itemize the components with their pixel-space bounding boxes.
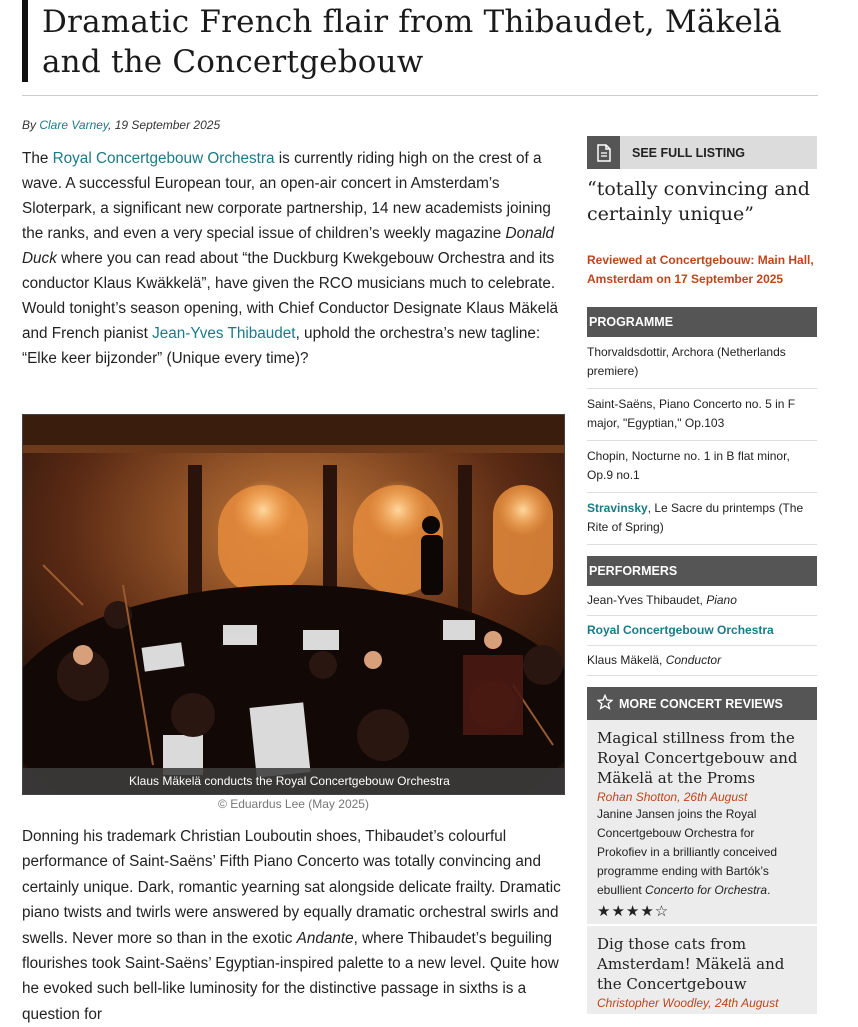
work-title: Concerto for Orchestra [645,883,768,897]
programme-list [587,337,817,545]
movement-title: Andante [296,929,354,947]
concert-photo [22,414,565,795]
performer-role: Conductor [665,653,722,667]
photo-credit: © Eduardus Lee (May 2025) [218,797,369,811]
intro-paragraph [22,146,562,371]
programme-item [587,337,817,389]
reviewed-at: Reviewed at Concertgebouw: Main Hall, Amsterdam on 17 September 2025 [587,253,814,286]
star-rating: ★★★★☆ [597,903,670,920]
performer-name: Jean-Yves Thibaudet, [587,593,707,607]
performer-name: Klaus Mäkelä, [587,653,666,667]
review-card[interactable] [587,926,817,1016]
byline-date: , 19 September 2025 [108,118,221,132]
performer-item [587,646,817,676]
document-icon [587,136,620,169]
programme-item [587,389,817,441]
review-title[interactable]: Dig those cats from Amsterdam! Mäkelä and the Concertgebouw [597,935,785,993]
programme-item-text: , Le Sacre du printemps (The Rite of Spring) [587,501,804,534]
review-title[interactable]: Magical stillness from the Royal Concertgebouw and Mäkelä at the Proms [597,729,798,787]
title-divider [22,95,818,96]
performer-name: Royal Concertgebouw Orchestra [587,623,774,637]
text-run: where you can read about “the Duckburg Kwekgebouw Orchestra and its conductor Klaus Kwäkkelä”, have given the RCO musicians much to celebrate. Would tonight’s season opening, with Chief Conductor Designate Klaus Mäkelä and French pianist [22,250,558,342]
sidebar [587,136,817,1016]
magazine-title: Donald Duck [22,225,555,267]
byline-prefix: By [22,118,40,132]
orchestra-illustration [23,415,564,794]
review-card[interactable] [587,720,817,926]
rco-link[interactable]: Royal Concertgebouw Orchestra [52,150,275,167]
headline-block [22,0,818,82]
programme-item-text: Saint-Saëns, Piano Concerto no. 5 in F major, "Egyptian," Op.103 [587,397,796,430]
performers-header: PERFORMERS [587,556,817,586]
byline [22,118,220,132]
performer-role: Piano [706,593,737,607]
photo-caption: Klaus Mäkelä conducts the Royal Concertgebouw Orchestra [23,768,564,794]
article-intro [22,146,562,371]
more-reviews-header [587,687,817,720]
see-full-listing-label: SEE FULL LISTING [632,145,745,160]
programme-header: PROGRAMME [587,307,817,337]
text-run: , uphold the orchestra’s new tagline: “Elke keer bijzonder” (Unique every time)? [22,325,541,367]
star-outline-icon [597,694,613,713]
more-reviews-label: MORE CONCERT REVIEWS [619,696,783,711]
stravinsky-link[interactable]: Stravinsky [587,501,648,515]
programme-item-text: Chopin, Nocturne no. 1 in B flat minor, Op.9 no.1 [587,449,790,482]
performers-list [587,586,817,676]
see-full-listing-button[interactable] [587,136,817,169]
body-paragraph [22,824,562,1027]
review-description [597,805,807,900]
programme-item [587,441,817,493]
review-author: Rohan Shotton, 26th August [597,790,748,804]
article-title: Dramatic French flair from Thibaudet, Mäkelä and the Concertgebouw [42,4,782,80]
text-run: Donning his trademark Christian Louboutin shoes, Thibaudet’s colourful performance of Saint-Saëns’ Fifth Piano Concerto was totally convincing and certainly unique. Dark, romantic yearning sat alongside delicate frailty. Dramatic piano twists and twirls were answered by equally dramatic orchestral swirls and swells. Never more so than in the exotic [22,828,561,947]
text-run: is currently riding high on the crest of a wave. A successful European tour, an open-air concert in Amsterdam’s Sloterpark, a significant new corporate partnership, 14 new academists joining the ranks, and even a very special issue of children’s weekly magazine [22,150,551,242]
performer-item [587,586,817,616]
text-run: The [22,150,53,167]
text-run: . [767,883,771,897]
thibaudet-link[interactable]: Jean-Yves Thibaudet [152,325,296,342]
programme-item-text: Thorvaldsdottir, Archora (Netherlands premiere) [587,345,786,378]
programme-item [587,493,817,545]
article-body [22,824,562,1027]
author-link[interactable]: Clare Varney [39,118,109,132]
text-run: Janine Jansen joins the Royal Concertgebouw Orchestra for Prokofiev in a brilliantly conceived programme ending with Bartók’s ebullient [597,807,778,897]
pull-quote: “totally convincing and certainly unique” [587,178,810,225]
performer-item-link[interactable] [587,616,817,646]
review-author: Christopher Woodley, 24th August [597,996,779,1010]
text-run: , where Thibaudet’s beguiling flourishes took Saint-Saëns’ Egyptian-inspired palette to a new level. Quite how he evoked such bell-like luminosity for the distinctive passage in sixths is a question for [22,929,559,1023]
